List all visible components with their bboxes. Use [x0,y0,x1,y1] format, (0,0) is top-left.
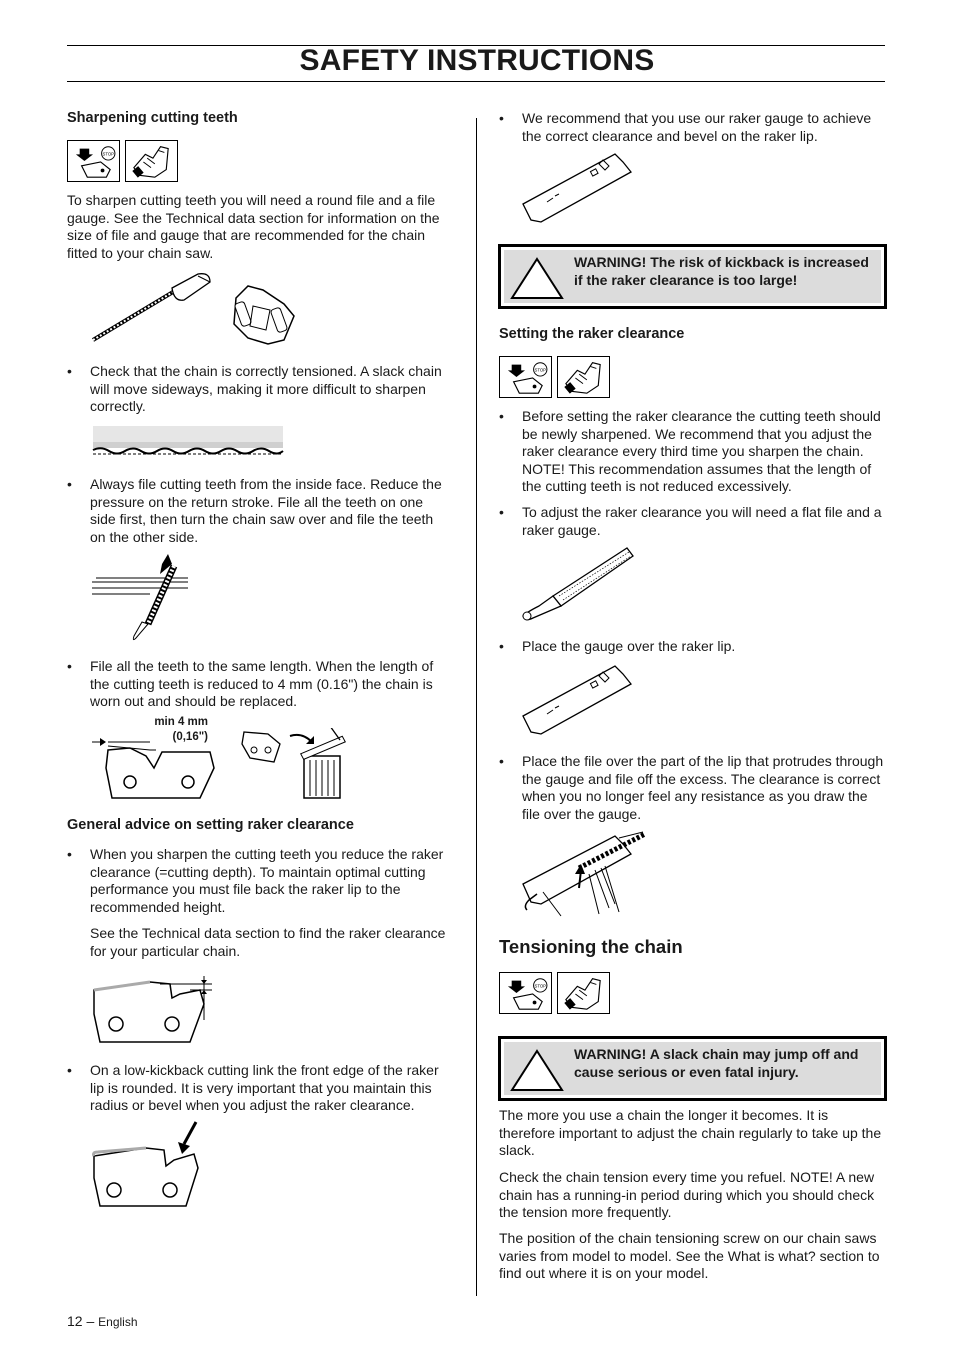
min-length-mm: min 4 mm [154,716,208,728]
column-divider [476,118,477,1296]
bullet-low-kickback: • On a low-kickback cutting link the front edge of the raker lip is rounded. It is very important that you maintain this radius or bevel when you adjust the raker clearance. [67,1062,452,1115]
warning-slack-chain [498,1036,887,1101]
svg-text:STOP: STOP [534,367,547,373]
worn-tooth-illustration [90,728,350,800]
raker-see-technical: See the Technical data section to find the raker clearance for your particular chain. [90,925,446,959]
sharpening-intro: To sharpen cutting teeth you will need a round file and a file gauge. See the Technical data section for information on the size of file and gauge that are recommended for the chain fitted to your chain saw. [67,192,440,261]
bullet-check-tension: • Check that the chain is correctly tensioned. A slack chain will move sideways, making it more difficult to sharpen correctly. [67,363,452,416]
raker-clearance-illustration [90,974,215,1046]
rounded-raker-illustration [90,1118,215,1210]
tensioning-heading: Tensioning the chain [499,936,683,957]
bullet-place-file: • Place the file over the part of the lip that protrudes through the gauge and file off the excess. The clearance is correct when you no longer feel any resistance as you draw the file over the gauge. [499,753,886,823]
tension-paragraph-1: The more you use a chain the longer it becomes. It is therefore important to adjust the chain regularly to take up the slack. [499,1107,882,1158]
bullet-file-same-length: • File all the teeth to the same length. When the length of the cutting teeth is reduced to 4 mm (0.16") the chain is worn out and should be replaced. [67,658,452,711]
bullet-raker-gauge: • We recommend that you use our raker gauge to achieve the correct clearance and bevel on the raker lip. [499,110,886,145]
glove-icon [557,972,610,1014]
stop-engine-icon [67,140,120,182]
svg-text:STOP: STOP [534,983,547,989]
warning-slack-chain-text: WARNING! A slack chain may jump off and cause serious or even fatal injury. [574,1046,859,1080]
round-file-and-gauge-illustration [88,268,303,348]
safety-icons-3 [499,972,610,1014]
svg-text:STOP: STOP [102,151,115,157]
stop-engine-icon [499,972,552,1014]
glove-icon [125,140,178,182]
page-footer [67,1313,138,1329]
tension-paragraph-3: The position of the chain tensioning screw on our chain saws varies from model to model. See the What is what? section to find out where it is on your model. [499,1230,880,1281]
flat-file-illustration [519,544,639,624]
warning-triangle-icon [509,255,565,301]
safety-icons-2 [499,356,610,398]
filing-raker-illustration [519,828,649,920]
filing-direction-illustration [90,552,190,644]
gauge-on-raker-illustration [519,660,639,740]
stop-engine-icon [499,356,552,398]
warning-kickback-text: WARNING! The risk of kickback is increased if the raker clearance is too large! [574,254,869,288]
raker-gauge-illustration [519,148,639,228]
slack-chain-illustration [91,424,286,460]
tension-paragraph-2: Check the chain tension every time you refuel. NOTE! A new chain has a running-in period during which you should check the tension more frequently. [499,1169,875,1220]
page-title: SAFETY INSTRUCTIONS [299,44,655,77]
bullet-flat-file: • To adjust the raker clearance you will need a flat file and a raker gauge. [499,504,886,539]
warning-triangle-icon [509,1047,565,1093]
sharpening-heading: Sharpening cutting teeth [67,110,238,126]
bullet-raker-clearance: • When you sharpen the cutting teeth you reduce the raker clearance (=cutting depth). To maintain optimal cutting performance you must file back the raker lip to the recommended height. [67,846,452,916]
warning-kickback [498,244,887,309]
glove-icon [557,356,610,398]
bullet-place-gauge: • Place the gauge over the raker lip. [499,638,886,656]
safety-icons [67,140,178,182]
bullet-file-inside: • Always file cutting teeth from the inside face. Reduce the pressure on the return stroke. File all the teeth on one side first, then turn the chain saw over and file the teeth on the other side. [67,476,452,546]
setting-raker-heading: Setting the raker clearance [499,326,685,342]
page-number: 12 – [67,1313,95,1329]
raker-advice-heading: General advice on setting raker clearance [67,817,354,833]
bullet-before-setting: • Before setting the raker clearance the cutting teeth should be newly sharpened. We recommend that you adjust the raker clearance every third time you sharpen the chain. NOTE! This recommendation assumes that the length of the cutting teeth is not reduced excessively. [499,408,886,496]
min-length-inch: (0,16") [172,731,208,743]
footer-language: English [98,1315,138,1329]
